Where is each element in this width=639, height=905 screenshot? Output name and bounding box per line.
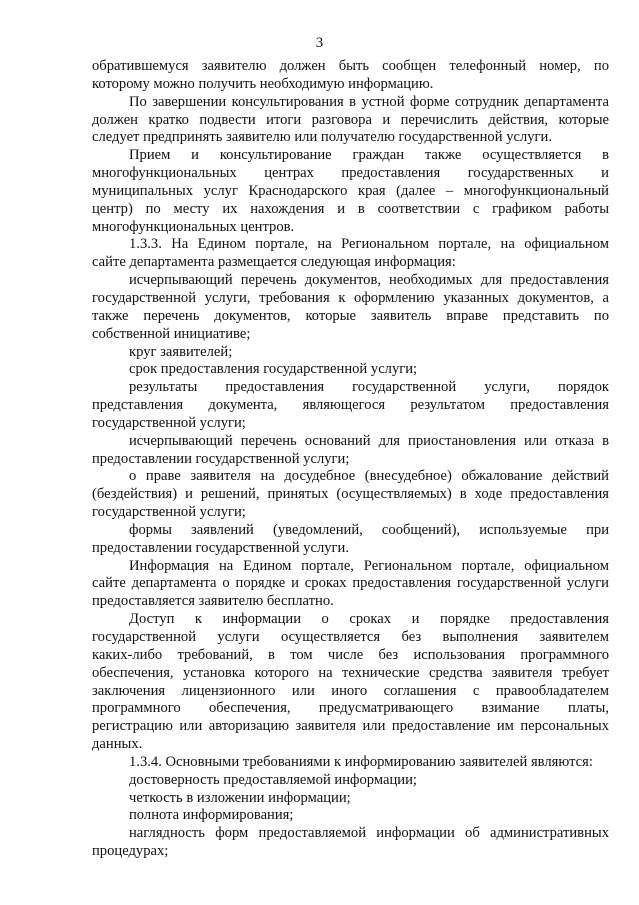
text-line: регистрацию или авторизацию заявителя или предоставление им персональных [92, 718, 609, 735]
text-line: которому можно получить необходимую информацию. [92, 75, 434, 92]
text-line: центр) по месту их нахождения и в соответствии с графиком работы [92, 200, 609, 217]
text-line: государственной услуги, требования к оформлению указанных документов, а [92, 289, 609, 306]
text-line: 1.3.4. Основными требованиями к информированию заявителей являются: [129, 753, 593, 770]
text-line: многофункциональных центрах предоставления государственных и [92, 165, 609, 182]
text-line: круг заявителей; [129, 343, 233, 360]
text-line: каких-либо требований, в том числе без использования программного [92, 646, 609, 663]
page-number: 3 [315, 35, 324, 51]
body-text [92, 58, 609, 861]
text-line: обратившемуся заявителю должен быть сообщен телефонный номер, по [92, 58, 609, 74]
text-line: программного обеспечения, предусматривающего взимание платы, [92, 700, 609, 717]
text-line: срок предоставления государственной услуги; [129, 361, 418, 378]
text-line: заключения лицензионного или иного соглашения с правообладателем [92, 682, 609, 699]
text-line: сайте департамента размещается следующая информация: [92, 254, 456, 271]
text-line: предоставляется заявителю бесплатно. [92, 593, 334, 610]
text-line: наглядность форм предоставляемой информации об административных [129, 825, 609, 842]
text-line: предоставлении государственной услуги; [92, 450, 350, 467]
text-line: (бездействия) и решений, принятых (осуществляемых) в ходе предоставления [92, 486, 609, 503]
text-line: данных. [92, 736, 143, 753]
text-line: По завершении консультирования в устной форме сотрудник департамента [129, 93, 609, 110]
text-line: Прием и консультирование граждан также осуществляется в [129, 147, 609, 164]
text-line: процедурах; [92, 843, 169, 860]
text-line: Информация на Едином портале, Региональном портале, официальном [129, 557, 609, 574]
text-line: о праве заявителя на досудебное (внесудебное) обжалование действий [129, 468, 609, 485]
text-line: формы заявлений (уведомлений, сообщений), используемые при [129, 521, 609, 538]
text-line: должен кратко подвести итоги разговора и перечислить действия, которые [92, 111, 609, 128]
text-line: исчерпывающий перечень оснований для приостановления или отказа в [129, 432, 609, 449]
text-line: предоставлении государственной услуги. [92, 539, 349, 556]
text-line: представления документа, являющегося результатом предоставления [92, 397, 609, 414]
text-line: четкость в изложении информации; [129, 789, 351, 806]
text-line: полнота информирования; [129, 807, 294, 824]
text-line: обеспечения, установка которого на технические средства заявителя требует [92, 664, 609, 681]
text-line: исчерпывающий перечень документов, необходимых для предоставления [129, 272, 609, 289]
text-line: государственной услуги; [92, 414, 246, 431]
text-line: муниципальных услуг Краснодарского края (далее – многофункциональный [92, 182, 609, 199]
text-line: достоверность предоставляемой информации; [129, 771, 417, 788]
text-line: следует предпринять заявителю или получателю государственной услуги. [92, 129, 552, 146]
text-line: сайте департамента о порядке и сроках предоставления государственной услуги [92, 575, 609, 592]
text-line: государственной услуги; [92, 504, 246, 521]
text-line: государственной услуги осуществляется без выполнения заявителем [92, 629, 609, 645]
text-line: 1.3.3. На Едином портале, на Региональном портале, на официальном [129, 236, 609, 253]
text-line: многофункциональных центров. [92, 218, 295, 235]
text-line: также перечень документов, которые заявитель вправе представить по [92, 307, 609, 324]
text-line: Доступ к информации о сроках и порядке предоставления [129, 611, 609, 628]
text-line: собственной инициативе; [92, 325, 251, 342]
text-line: результаты предоставления государственной услуги, порядок [129, 379, 609, 396]
